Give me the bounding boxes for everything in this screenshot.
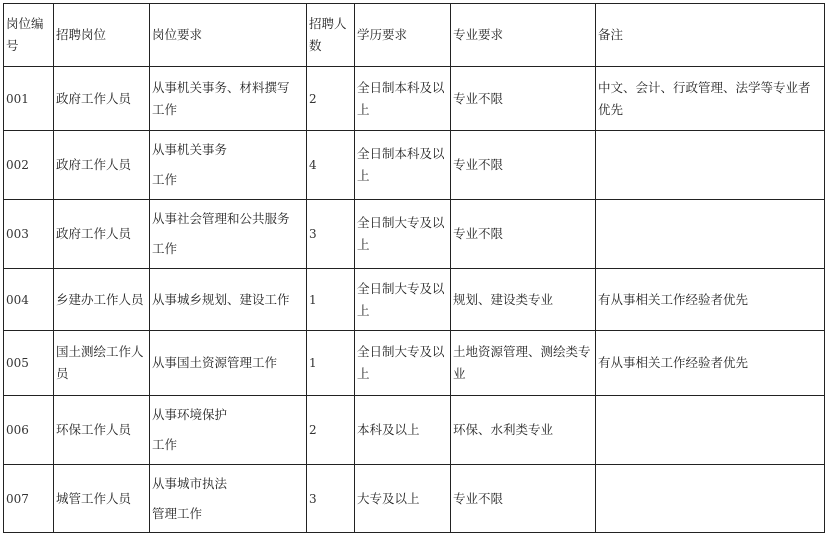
header-note: 备注 [596,4,825,67]
table-row [4,67,825,131]
table-row [4,396,825,465]
cell-note [596,131,825,200]
cell-count: 3 [307,465,355,533]
cell-note: 中文、会计、行政管理、法学等专业者优先 [596,67,825,131]
req-line-1: 从事环境保护 [152,407,228,422]
cell-major: 环保、水利类专业 [451,396,596,465]
cell-education: 全日制大专及以上 [355,269,451,331]
header-requirements: 岗位要求 [150,4,307,67]
cell-position: 乡建办工作人员 [54,269,150,331]
table-row [4,200,825,269]
cell-education: 全日制本科及以上 [355,67,451,131]
cell-education: 大专及以上 [355,465,451,533]
header-position: 招聘岗位 [54,4,150,67]
req-line-1: 从事国土资源管理工作 [152,355,278,370]
req-line-2: 工作 [152,172,178,187]
cell-major: 专业不限 [451,465,596,533]
cell-count: 4 [307,131,355,200]
table-row [4,131,825,200]
header-code: 岗位编号 [4,4,54,67]
cell-education: 全日制大专及以上 [355,331,451,396]
cell-position: 政府工作人员 [54,131,150,200]
table-row [4,465,825,533]
cell-note [596,200,825,269]
req-line-1: 从事城市执法 [152,475,228,491]
cell-count: 2 [307,396,355,465]
cell-position: 政府工作人员 [54,67,150,131]
cell-note: 有从事相关工作经验者优先 [596,269,825,331]
cell-count: 3 [307,200,355,269]
cell-code: 001 [4,67,54,131]
cell-code: 004 [4,269,54,331]
table-row [4,269,825,331]
cell-major: 规划、建设类专业 [451,269,596,331]
cell-code: 007 [4,465,54,533]
cell-position: 政府工作人员 [54,200,150,269]
cell-code: 003 [4,200,54,269]
req-line-2: 工作 [152,437,178,452]
req-line-2: 工作 [152,241,178,256]
header-education: 学历要求 [355,4,451,67]
recruitment-table [3,3,825,533]
cell-requirements [150,465,307,533]
cell-position: 城管工作人员 [54,465,150,533]
cell-education: 全日制大专及以上 [355,200,451,269]
cell-requirements [150,269,307,331]
cell-note [596,396,825,465]
table-row [4,331,825,396]
cell-code: 006 [4,396,54,465]
cell-count: 1 [307,269,355,331]
cell-requirements [150,67,307,131]
cell-major: 专业不限 [451,67,596,131]
cell-position: 国土测绘工作人员 [54,331,150,396]
cell-code: 005 [4,331,54,396]
cell-count: 2 [307,67,355,131]
req-line-1: 从事机关事务、材料撰写 [152,79,290,95]
cell-requirements [150,200,307,269]
cell-note: 有从事相关工作经验者优先 [596,331,825,396]
cell-requirements [150,131,307,200]
cell-major: 土地资源管理、测绘类专业 [451,331,596,396]
req-line-1: 从事城乡规划、建设工作 [152,291,290,307]
cell-count: 1 [307,331,355,396]
cell-education: 全日制本科及以上 [355,131,451,200]
header-count: 招聘人数 [307,4,355,67]
header-row [4,4,825,67]
cell-education: 本科及以上 [355,396,451,465]
cell-code: 002 [4,131,54,200]
cell-position: 环保工作人员 [54,396,150,465]
req-line-2: 管理工作 [152,505,203,521]
cell-note [596,465,825,533]
req-line-2: 工作 [152,101,178,117]
header-major: 专业要求 [451,4,596,67]
cell-major: 专业不限 [451,131,596,200]
cell-requirements [150,396,307,465]
req-line-1: 从事机关事务 [152,142,228,157]
cell-requirements [150,331,307,396]
cell-major: 专业不限 [451,200,596,269]
req-line-1: 从事社会管理和公共服务 [152,211,290,226]
